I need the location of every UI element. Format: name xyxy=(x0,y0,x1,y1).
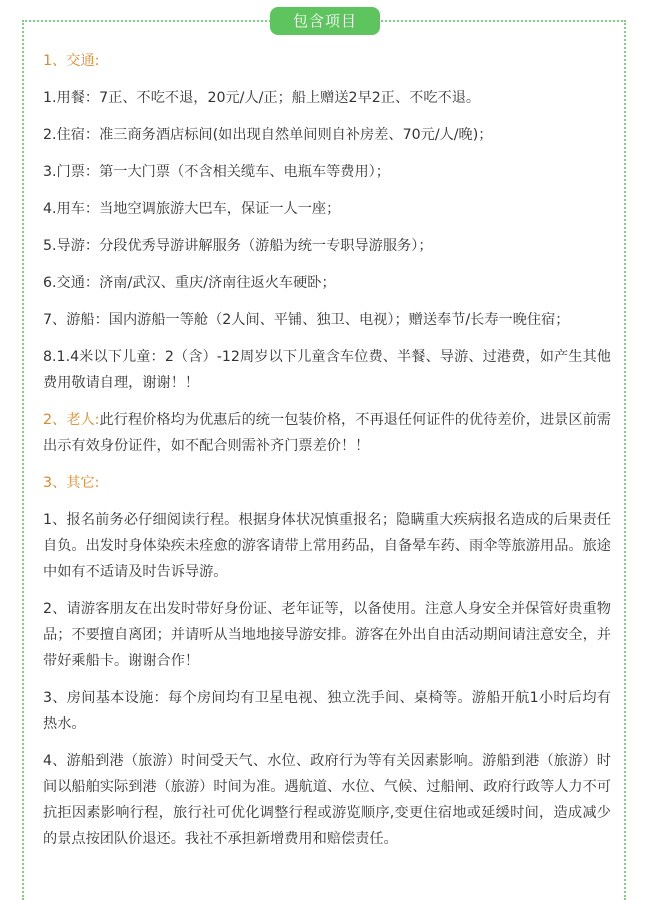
list-item-cruise: 7、游船：国内游船一等舱（2人间、平铺、独卫、电视）；赠送奉节/长寿一晚住宿； xyxy=(43,312,570,328)
list-item-vehicle: 4.用车：当地空调旅游大巴车，保证一人一座； xyxy=(43,201,341,217)
section-heading-transport: 1、交通: xyxy=(43,53,100,69)
section-heading-elderly: 2、老人: xyxy=(43,412,100,428)
section-heading-other: 3、其它: xyxy=(43,475,100,491)
list-item-room-facilities: 3、房间基本设施：每个房间均有卫星电视、独立洗手间、桌椅等。游船开航1小时后均有热水。 xyxy=(43,690,611,732)
list-item-registration: 1、报名前务必仔细阅读行程。根据身体状况慎重报名；隐瞒重大疾病报名造成的后果责任自负。出发时身体染疾未痊愈的游客请带上常用药品，自备晕车药、雨伞等旅游用品。旅途中如有不适请及时告诉导游。 xyxy=(43,512,611,580)
list-item-transport: 6.交通：济南/武汉、重庆/济南往返火车硬卧； xyxy=(43,275,336,291)
list-item-children: 8.1.4米以下儿童：2（含）-12周岁以下儿童含车位费、半餐、导游、过港费，如产生其他费用敬请自理，谢谢！！ xyxy=(43,349,611,391)
list-item-schedule-notice: 4、游船到港（旅游）时间受天气、水位、政府行为等有关因素影响。游船到港（旅游）时间以船舶实际到港（旅游）时间为准。遇航道、水位、气候、过船闸、政府行政等人力不可抗拒因素影响行程，旅行社可优化调整行程或游览顺序,变更住宿地或延缓时间，造成减少的景点按团队价退还。我社不承担新增费用和赔偿责任。 xyxy=(43,753,611,847)
list-item-meals: 1.用餐：7正、不吃不退，20元/人/正；船上赠送2早2正、不吃不退。 xyxy=(43,90,481,106)
elderly-text: 此行程价格均为优惠后的统一包装价格，不再退任何证件的优待差价，进景区前需出示有效身份证件，如不配合则需补齐门票差价！！ xyxy=(43,412,611,454)
list-item-lodging: 2.住宿：准三商务酒店标间(如出现自然单间则自补房差、70元/人/晚)； xyxy=(43,127,493,143)
list-item-guide: 5.导游：分段优秀导游讲解服务（游船为统一专职导游服务）； xyxy=(43,238,433,254)
list-item-documents: 2、请游客朋友在出发时带好身份证、老年证等，以备使用。注意人身安全并保管好贵重物品；不要擅自离团；并请听从当地地接导游安排。游客在外出自由活动期间请注意安全，并带好乘船卡。谢谢合作！ xyxy=(43,601,611,669)
section-elderly xyxy=(43,407,611,459)
section-title-badge: 包含项目 xyxy=(270,7,380,35)
list-item-tickets: 3.门票：第一大门票（不含相关缆车、电瓶车等费用）； xyxy=(43,164,390,180)
content-body xyxy=(43,48,611,863)
